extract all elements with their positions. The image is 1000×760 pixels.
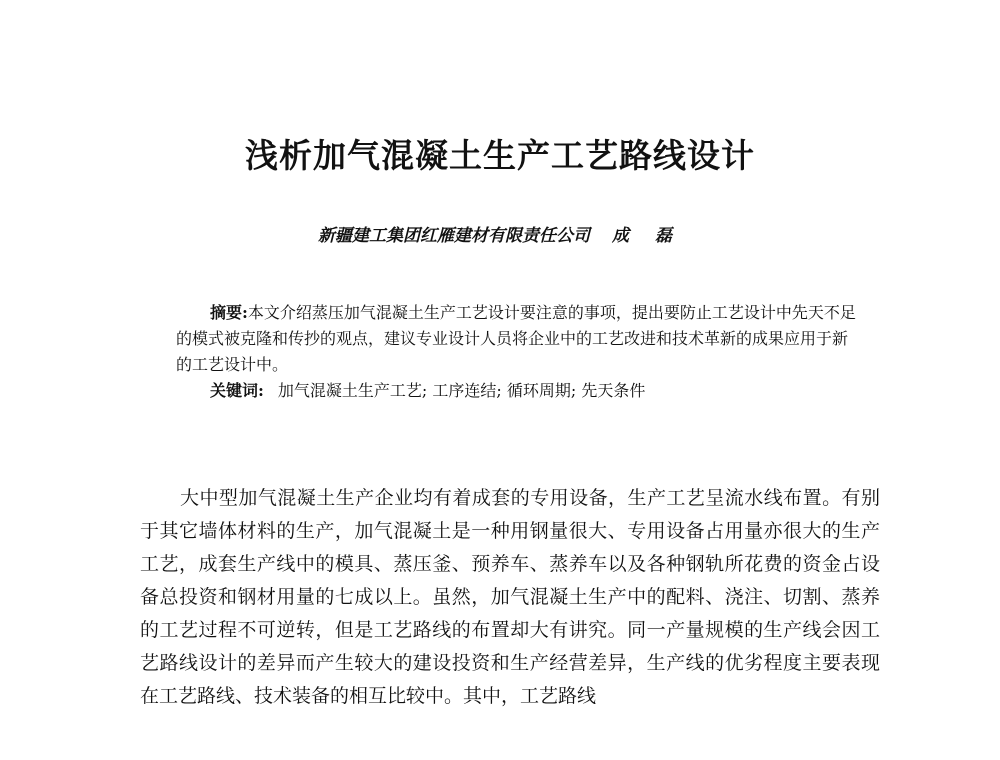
author-name: 成 磊 xyxy=(612,226,682,246)
body-paragraph: 大中型加气混凝土生产企业均有着成套的专用设备，生产工艺呈流水线布置。有别于其它墙体材料的生产，加气混凝土是一种用钢量很大、专用设备占用量亦很大的生产工艺，成套生产线中的模具、蒸压釜、预养车、蒸养车以及各种钢轨所花费的资金占设备总投资和钢材用量的七成以上。虽然，加气混凝土生产中的配料、浇注、切割、蒸养的工艺过程不可逆转，但是工艺路线的布置却大有讲究。同一产量规模的生产线会因工艺路线设计的差异而产生较大的建设投资和生产经营差异，生产线的优劣程度主要表现在工艺路线、技术装备的相互比较中。其中，工艺路线 xyxy=(140,487,880,707)
abstract-block xyxy=(176,300,856,404)
keywords-line xyxy=(176,378,856,404)
abstract-label: 摘要: xyxy=(210,303,248,322)
article-title: 浅析加气混凝土生产工艺路线设计 xyxy=(245,136,755,175)
byline xyxy=(0,224,1000,248)
keywords-text: 加气混凝土生产工艺; 工序连结; 循环周期; 先天条件 xyxy=(277,381,646,400)
author-affiliation: 新疆建工集团红雁建材有限责任公司 xyxy=(318,226,591,246)
keywords-label: 关键词: xyxy=(210,381,264,400)
abstract-text: 本文介绍蒸压加气混凝土生产工艺设计要注意的事项，提出要防止工艺设计中先天不足的模式被克隆和传抄的观点，建议专业设计人员将企业中的工艺改进和技术革新的成果应用于新的工艺设计中。 xyxy=(176,303,856,374)
abstract-paragraph xyxy=(176,300,856,378)
